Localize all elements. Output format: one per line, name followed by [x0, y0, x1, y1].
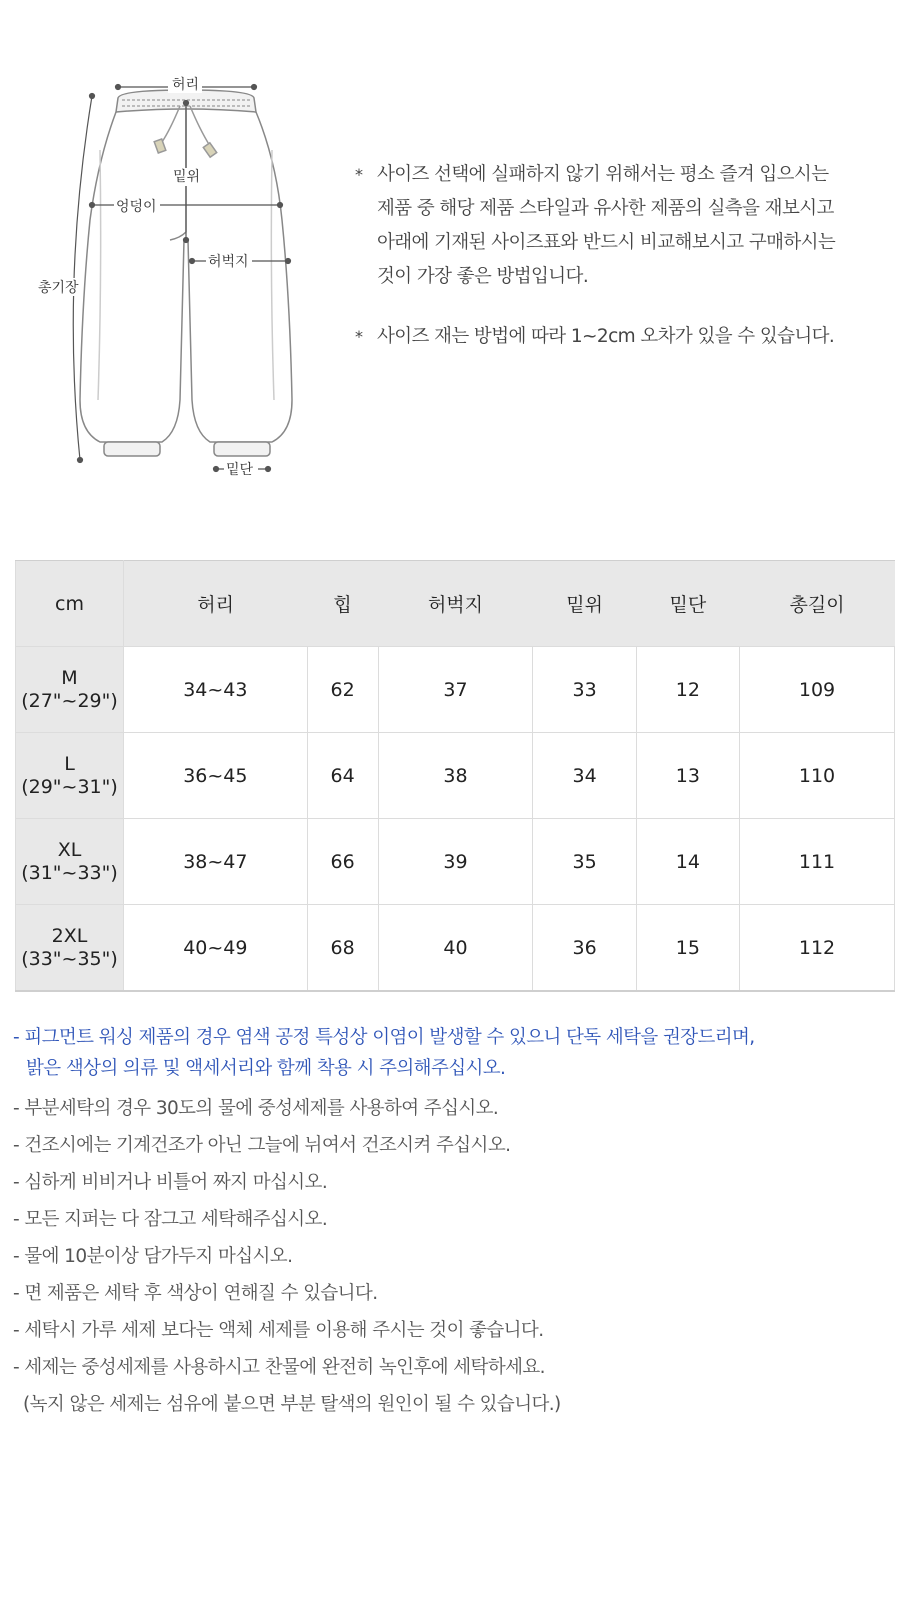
- note-line: 아래에 기재된 사이즈표와 반드시 비교해보시고 구매하시는: [377, 232, 836, 253]
- cell-total-length: 109: [740, 647, 895, 733]
- care-instructions: [13, 1022, 883, 1423]
- note-line: 제품 중 해당 제품 스타일과 유사한 제품의 실측을 재보시고: [377, 198, 834, 219]
- cell-thigh: 37: [378, 647, 533, 733]
- cell-rise: 36: [533, 905, 636, 992]
- header-total-length: 총길이: [740, 561, 895, 647]
- table-row: [16, 819, 895, 905]
- label-total-length: 총기장: [38, 280, 79, 296]
- header-rise: 밑위: [533, 561, 636, 647]
- cell-hip: 66: [307, 819, 378, 905]
- table-row: [16, 733, 895, 819]
- header-hip: 힙: [307, 561, 378, 647]
- cell-rise: 35: [533, 819, 636, 905]
- note-measure-tip: [355, 158, 875, 294]
- asterisk: *: [355, 327, 363, 346]
- cell-rise: 34: [533, 733, 636, 819]
- size-name: 2XL: [51, 924, 88, 947]
- care-item: - 물에 10분이상 담가두지 마십시오.: [13, 1246, 293, 1267]
- cell-thigh: 39: [378, 819, 533, 905]
- cell-hip: 68: [307, 905, 378, 992]
- care-item: - 세제는 중성세제를 사용하시고 찬물에 완전히 녹인후에 세탁하세요.: [13, 1357, 545, 1378]
- header-waist: 허리: [124, 561, 308, 647]
- size-inch: (29"~31"): [21, 775, 118, 798]
- cell-hem: 14: [636, 819, 739, 905]
- cell-hem: 12: [636, 647, 739, 733]
- size-name: XL: [57, 838, 82, 861]
- cell-total-length: 111: [740, 819, 895, 905]
- cell-hem: 15: [636, 905, 739, 992]
- size-name: M: [61, 666, 78, 689]
- measurement-labels: [36, 75, 258, 478]
- care-item: - 부분세탁의 경우 30도의 물에 중성세제를 사용하여 주십시오.: [13, 1098, 499, 1119]
- table-header-row: [16, 561, 895, 647]
- size-inch: (33"~35"): [21, 947, 118, 970]
- header-thigh: 허벅지: [378, 561, 533, 647]
- cell-hem: 13: [636, 733, 739, 819]
- cell-waist: 38~47: [124, 819, 308, 905]
- size-label: [16, 733, 124, 819]
- care-item: - 세탁시 가루 세제 보다는 액체 세제를 이용해 주시는 것이 좋습니다.: [13, 1320, 544, 1341]
- cell-waist: 40~49: [124, 905, 308, 992]
- table-row: [16, 647, 895, 733]
- care-item: - 면 제품은 세탁 후 색상이 연해질 수 있습니다.: [13, 1283, 378, 1304]
- table-row: [16, 905, 895, 992]
- cell-total-length: 110: [740, 733, 895, 819]
- cell-rise: 33: [533, 647, 636, 733]
- cell-hip: 64: [307, 733, 378, 819]
- header-unit: cm: [16, 561, 124, 647]
- care-item: - 건조시에는 기계건조가 아닌 그늘에 뉘여서 건조시켜 주십시오.: [13, 1135, 511, 1156]
- size-label: [16, 905, 124, 992]
- size-name: L: [64, 752, 75, 775]
- care-item: - 심하게 비비거나 비틀어 짜지 마십시오.: [13, 1172, 328, 1193]
- size-inch: (31"~33"): [21, 861, 118, 884]
- header-hem: 밑단: [636, 561, 739, 647]
- note-error-margin: [355, 320, 875, 354]
- care-item: - 모든 지퍼는 다 잠그고 세탁해주십시오.: [13, 1209, 328, 1230]
- asterisk: *: [355, 165, 363, 184]
- size-label: [16, 647, 124, 733]
- cell-total-length: 112: [740, 905, 895, 992]
- label-thigh: 허벅지: [208, 254, 249, 270]
- cell-thigh: 38: [378, 733, 533, 819]
- care-warning-line: 밝은 색상의 의류 및 액세서리와 함께 착용 시 주의해주십시오.: [26, 1058, 506, 1079]
- pants-measurement-diagram: [0, 0, 330, 500]
- label-hip: 엉덩이: [116, 199, 157, 215]
- size-label: [16, 819, 124, 905]
- care-warning-pigment: [13, 1022, 883, 1084]
- note-line: 사이즈 재는 방법에 따라 1~2cm 오차가 있을 수 있습니다.: [377, 326, 835, 347]
- cell-hip: 62: [307, 647, 378, 733]
- size-notes: [355, 158, 875, 354]
- size-table: [15, 560, 895, 992]
- label-rise: 밑위: [173, 169, 201, 185]
- note-line: 사이즈 선택에 실패하지 않기 위해서는 평소 즐겨 입으시는: [377, 164, 829, 185]
- size-inch: (27"~29"): [21, 689, 118, 712]
- cell-waist: 36~45: [124, 733, 308, 819]
- note-line: 것이 가장 좋은 방법입니다.: [377, 266, 589, 287]
- label-waist: 허리: [172, 77, 200, 93]
- label-hem: 밑단: [226, 462, 254, 478]
- cell-waist: 34~43: [124, 647, 308, 733]
- care-note: (녹지 않은 세제는 섬유에 붙으면 부분 탈색의 원인이 될 수 있습니다.): [23, 1394, 561, 1415]
- cell-thigh: 40: [378, 905, 533, 992]
- care-warning-line: - 피그먼트 워싱 제품의 경우 염색 공정 특성상 이염이 발생할 수 있으니 단독 세탁을 권장드리며,: [13, 1027, 755, 1048]
